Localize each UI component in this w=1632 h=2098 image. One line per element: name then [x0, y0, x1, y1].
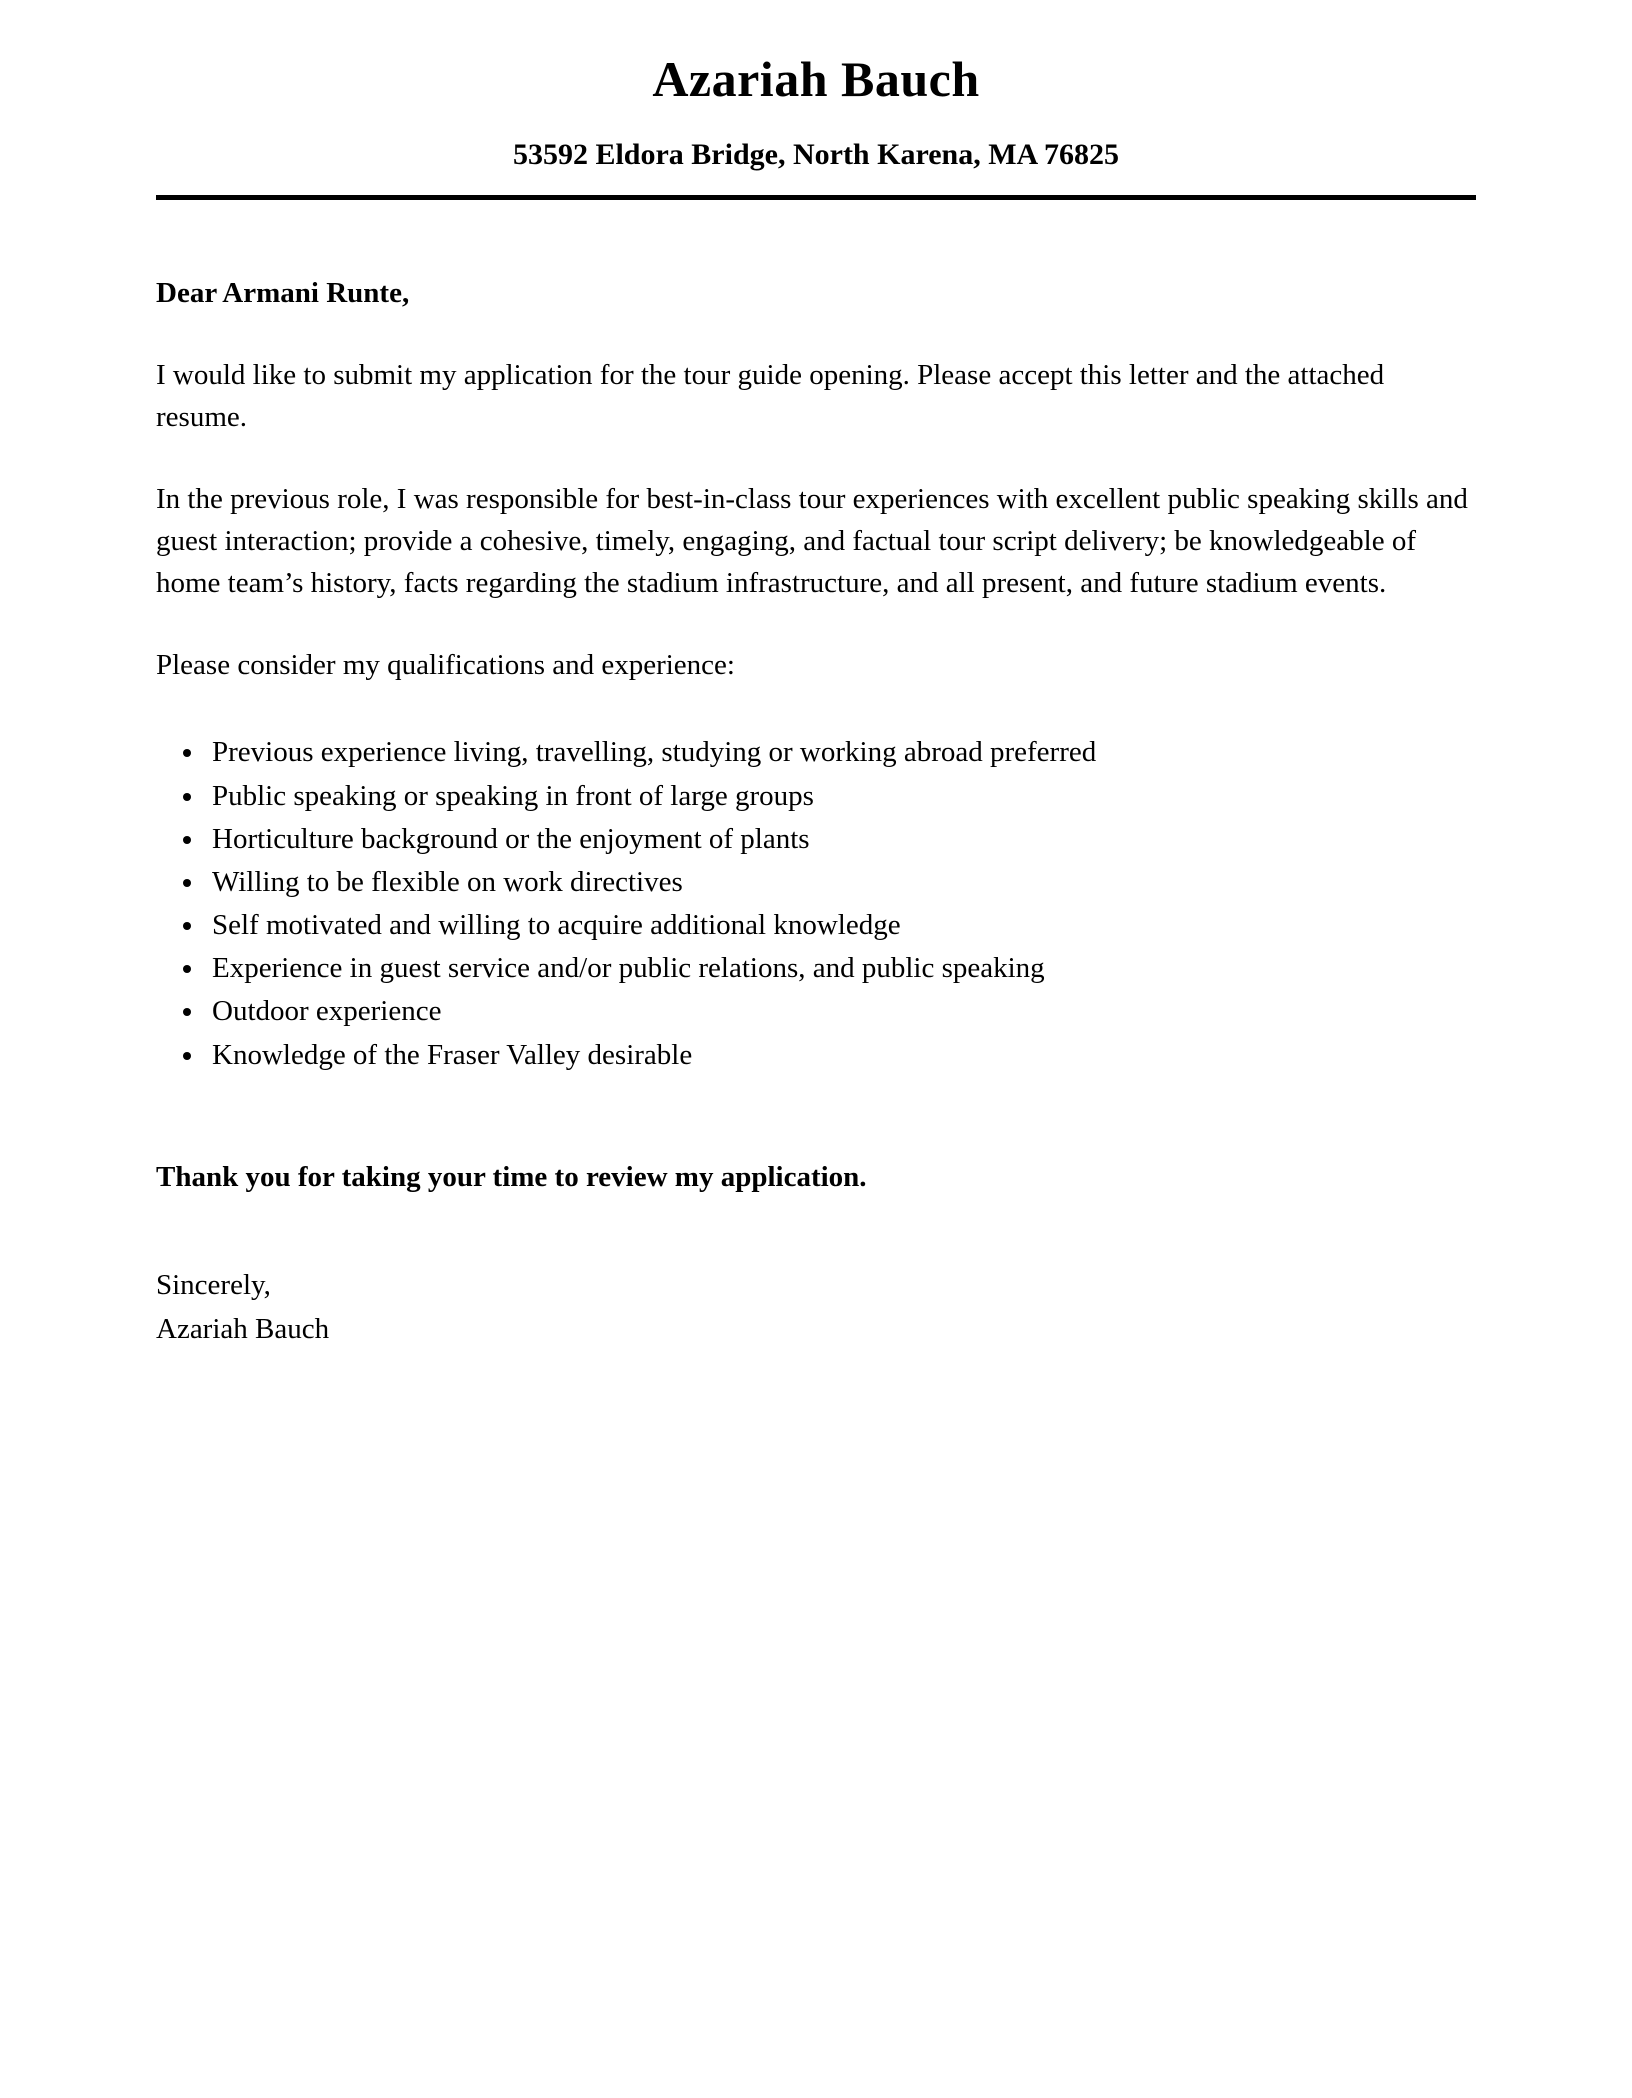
list-item: • Experience in guest service and/or public relations, and public speaking [206, 948, 1476, 989]
paragraph-qualifications-lead: Please consider my qualifications and experience: [156, 649, 735, 682]
closing-line: Sincerely, [156, 1268, 271, 1301]
paragraph-intro: I would like to submit my application for the tour guide opening. Please accept this letter and the attached resume. [156, 359, 1385, 434]
thank-you-line: Thank you for taking your time to review my application. [156, 1160, 867, 1193]
salutation: Dear Armani Runte, [156, 277, 410, 309]
list-item: • Self motivated and willing to acquire additional knowledge [206, 905, 1476, 946]
letter-header [156, 52, 1476, 200]
header-divider [156, 195, 1476, 200]
list-item: • Previous experience living, travelling, studying or working abroad preferred [206, 732, 1476, 773]
list-item: • Horticulture background or the enjoyment of plants [206, 819, 1476, 860]
list-item: • Outdoor experience [206, 991, 1476, 1032]
list-item: • Willing to be flexible on work directives [206, 862, 1476, 903]
letter-author-name: Azariah Bauch [652, 51, 980, 107]
letter-body [156, 272, 1476, 1350]
qualifications-list [156, 732, 1476, 1075]
list-item: • Knowledge of the Fraser Valley desirable [206, 1035, 1476, 1076]
paragraph-role: In the previous role, I was responsible for best-in-class tour experiences with excellent public speaking skills and guest interaction; provide a cohesive, timely, engaging, and factual tour script delivery; be knowledgeable of home team’s history, facts regarding the stadium infrastructure, and all present, and future stadium events. [156, 483, 1468, 600]
signature-name: Azariah Bauch [156, 1312, 330, 1345]
list-item: • Public speaking or speaking in front of large groups [206, 776, 1476, 817]
letter-address: 53592 Eldora Bridge, North Karena, MA 76825 [512, 138, 1120, 171]
